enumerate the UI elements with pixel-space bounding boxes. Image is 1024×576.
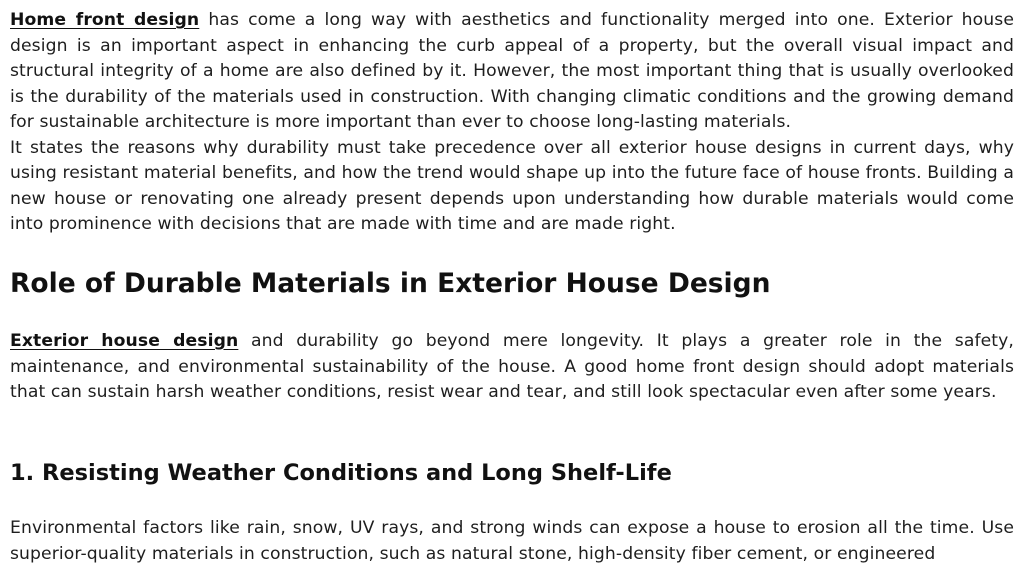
section-heading-role: Role of Durable Materials in Exterior House Design	[10, 268, 771, 299]
section-heading-weather: 1. Resisting Weather Conditions and Long Shelf-Life	[10, 460, 672, 486]
weather-paragraph	[10, 516, 1014, 567]
role-paragraph	[10, 329, 1014, 406]
intro-paragraph-text: has come a long way with aesthetics and functionality merged into one. Exterior house design is an important aspect in enhancing the curb appeal of a property, but the overall visual impact and structural integrity of a home are also defined by it. However, the most important thing that is usually overlooked is the durability of the materials used in construction. With changing climatic conditions and the growing demand for sustainable architecture is more important than ever to choose long-lasting materials.	[10, 10, 1014, 132]
role-paragraph-text: and durability go beyond mere longevity. It plays a greater role in the safety, maintenance, and environmental sustainability of the house. A good home front design should adopt materials that can sustain harsh weather conditions, resist wear and tear, and still look spectacular even after some years.	[10, 331, 1014, 402]
intro-paragraph	[10, 8, 1014, 238]
home-front-design-link[interactable]: Home front design	[10, 10, 200, 30]
exterior-house-design-link[interactable]: Exterior house design	[10, 331, 239, 351]
intro-paragraph-text-2: It states the reasons why durability must take precedence over all exterior house designs in current days, why using resistant material benefits, and how the trend would shape up into the future face of house fronts. Building a new house or renovating one already present depends upon understanding how durable materials would come into prominence with decisions that are made with time and are made right.	[10, 137, 1014, 234]
weather-paragraph-text: Environmental factors like rain, snow, UV rays, and strong winds can expose a house to erosion all the time. Use superior-quality materials in construction, such as natural stone, high-density fiber cement, or engineered	[10, 518, 1014, 564]
